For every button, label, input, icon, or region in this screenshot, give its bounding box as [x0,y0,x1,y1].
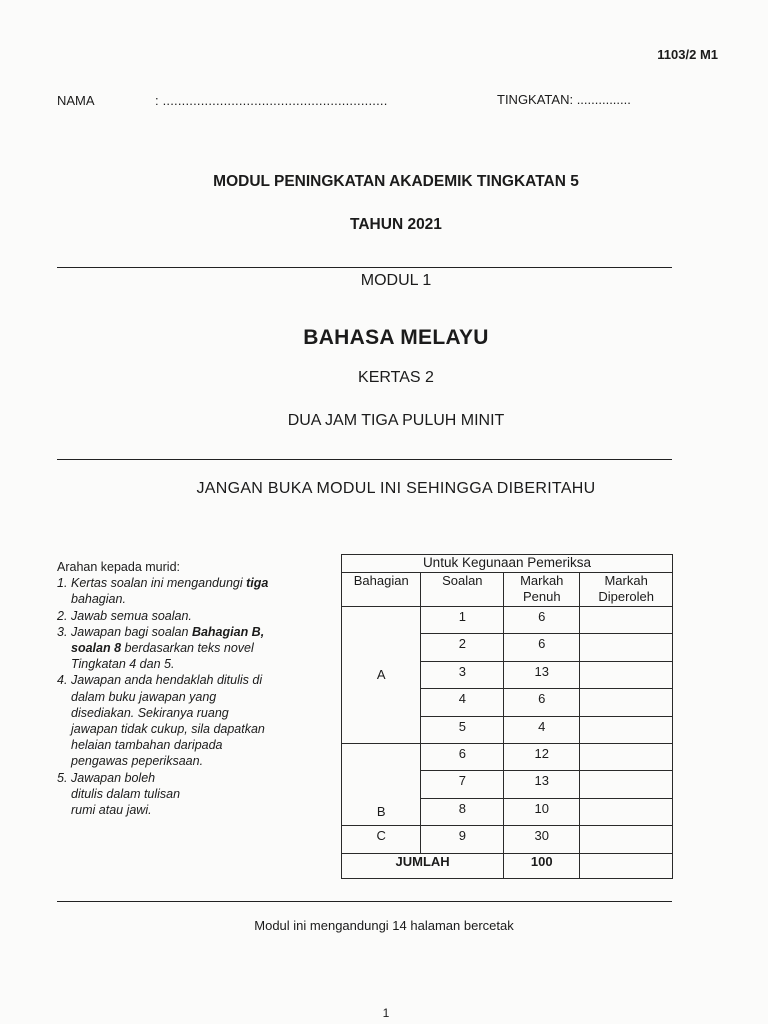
total-row [342,853,673,878]
instruction-item [57,770,327,819]
instruction-number: 5. [57,770,68,785]
module-number: MODUL 1 [360,272,432,289]
question-number: 2 [421,634,504,661]
instruction-number: 2. [57,608,68,623]
instruction-text: Tingkatan 4 dan 5. [71,657,175,672]
table-row [342,826,673,853]
table-caption: Untuk Kegunaan Pemeriksa [342,555,673,573]
table-row [342,607,673,634]
question-number: 8 [421,798,504,825]
paper-code: 1103/2 M1 [657,47,718,62]
question-number: 1 [421,607,504,634]
header-line: Markah [520,573,564,588]
obtained-mark-cell[interactable] [580,634,673,661]
full-mark: 6 [504,607,580,634]
instruction-number: 4. [57,673,68,688]
instruction-text: bahagian. [71,592,126,607]
header-line: Markah [604,573,648,588]
instruction-text: Jawab semua soalan. [71,608,192,623]
instructions-block [57,559,327,818]
section-b: B [342,743,421,825]
divider-middle [57,459,672,460]
obtained-mark-cell[interactable] [580,716,673,743]
table-row [342,743,673,770]
instruction-text: disediakan. Sekiranya ruang [71,705,229,720]
instruction-number: 3. [57,624,68,639]
instruction-text: rumi atau jawi. [71,803,152,818]
divider-top [57,267,672,268]
full-mark: 12 [504,743,580,770]
header-line: Penuh [522,589,561,604]
page-count-note: Modul ini mengandungi 14 halaman bercetak [254,918,514,933]
name-field: : ........................................................... [155,93,388,108]
full-mark: 6 [504,634,580,661]
obtained-mark-cell[interactable] [580,661,673,688]
total-obtained-cell[interactable] [580,853,673,878]
instruction-text: Kertas soalan ini mengandungi [71,576,247,591]
examiner-marks-table [341,554,673,879]
obtained-mark-cell[interactable] [580,743,673,770]
name-label: NAMA [57,93,95,108]
header-bahagian: Bahagian [342,573,421,607]
form-field: TINGKATAN: ............... [497,92,631,107]
instruction-text: helaian tambahan daripada [71,738,223,753]
obtained-mark-cell[interactable] [580,689,673,716]
instruction-item [57,624,327,673]
instruction-emphasis: tiga [246,576,269,591]
instruction-text: Jawapan bagi soalan [71,624,192,639]
obtained-mark-cell[interactable] [580,771,673,798]
header-soalan: Soalan [421,573,504,607]
instruction-item [57,672,327,769]
obtained-mark-cell[interactable] [580,607,673,634]
header-markah-penuh [504,573,580,607]
instruction-text: Jawapan boleh [71,770,156,785]
obtained-mark-cell[interactable] [580,798,673,825]
question-number: 4 [421,689,504,716]
instruction-text: ditulis dalam tulisan [71,786,181,801]
page-number: 1 [382,1006,390,1020]
paper-duration: DUA JAM TIGA PULUH MINIT [287,412,505,429]
obtained-mark-cell[interactable] [580,826,673,853]
total-value: 100 [504,853,580,878]
instruction-emphasis: Bahagian B, [191,624,265,639]
full-mark: 13 [504,661,580,688]
divider-bottom [57,901,672,902]
instruction-emphasis: soalan 8 [71,641,122,656]
instruction-text: dalam buku jawapan yang [71,689,217,704]
full-mark: 6 [504,689,580,716]
instruction-number: 1. [57,576,68,591]
header-markah-diperoleh [580,573,673,607]
module-title: MODUL PENINGKATAN AKADEMIK TINGKATAN 5 [213,173,579,190]
module-year: TAHUN 2021 [350,216,442,233]
instruction-text: pengawas peperiksaan. [71,754,204,769]
subject-title: BAHASA MELAYU [303,326,489,349]
full-mark: 30 [504,826,580,853]
instruction-text: berdasarkan teks novel [121,641,254,656]
do-not-open-warning: JANGAN BUKA MODUL INI SEHINGGA DIBERITAHU [196,480,596,497]
header-line: Diperoleh [598,589,654,604]
question-number: 7 [421,771,504,798]
full-mark: 10 [504,798,580,825]
instruction-text: jawapan tidak cukup, sila dapatkan [71,722,265,737]
section-a: A [342,607,421,744]
instructions-heading: Arahan kepada murid: [57,560,180,574]
full-mark: 13 [504,771,580,798]
question-number: 9 [421,826,504,853]
instruction-item [57,575,327,607]
instruction-item [57,608,327,624]
full-mark: 4 [504,716,580,743]
question-number: 5 [421,716,504,743]
question-number: 6 [421,743,504,770]
paper-number: KERTAS 2 [358,369,434,386]
question-number: 3 [421,661,504,688]
instruction-text: Jawapan anda hendaklah ditulis di [71,673,263,688]
total-label: JUMLAH [342,853,504,878]
section-c: C [342,826,421,853]
